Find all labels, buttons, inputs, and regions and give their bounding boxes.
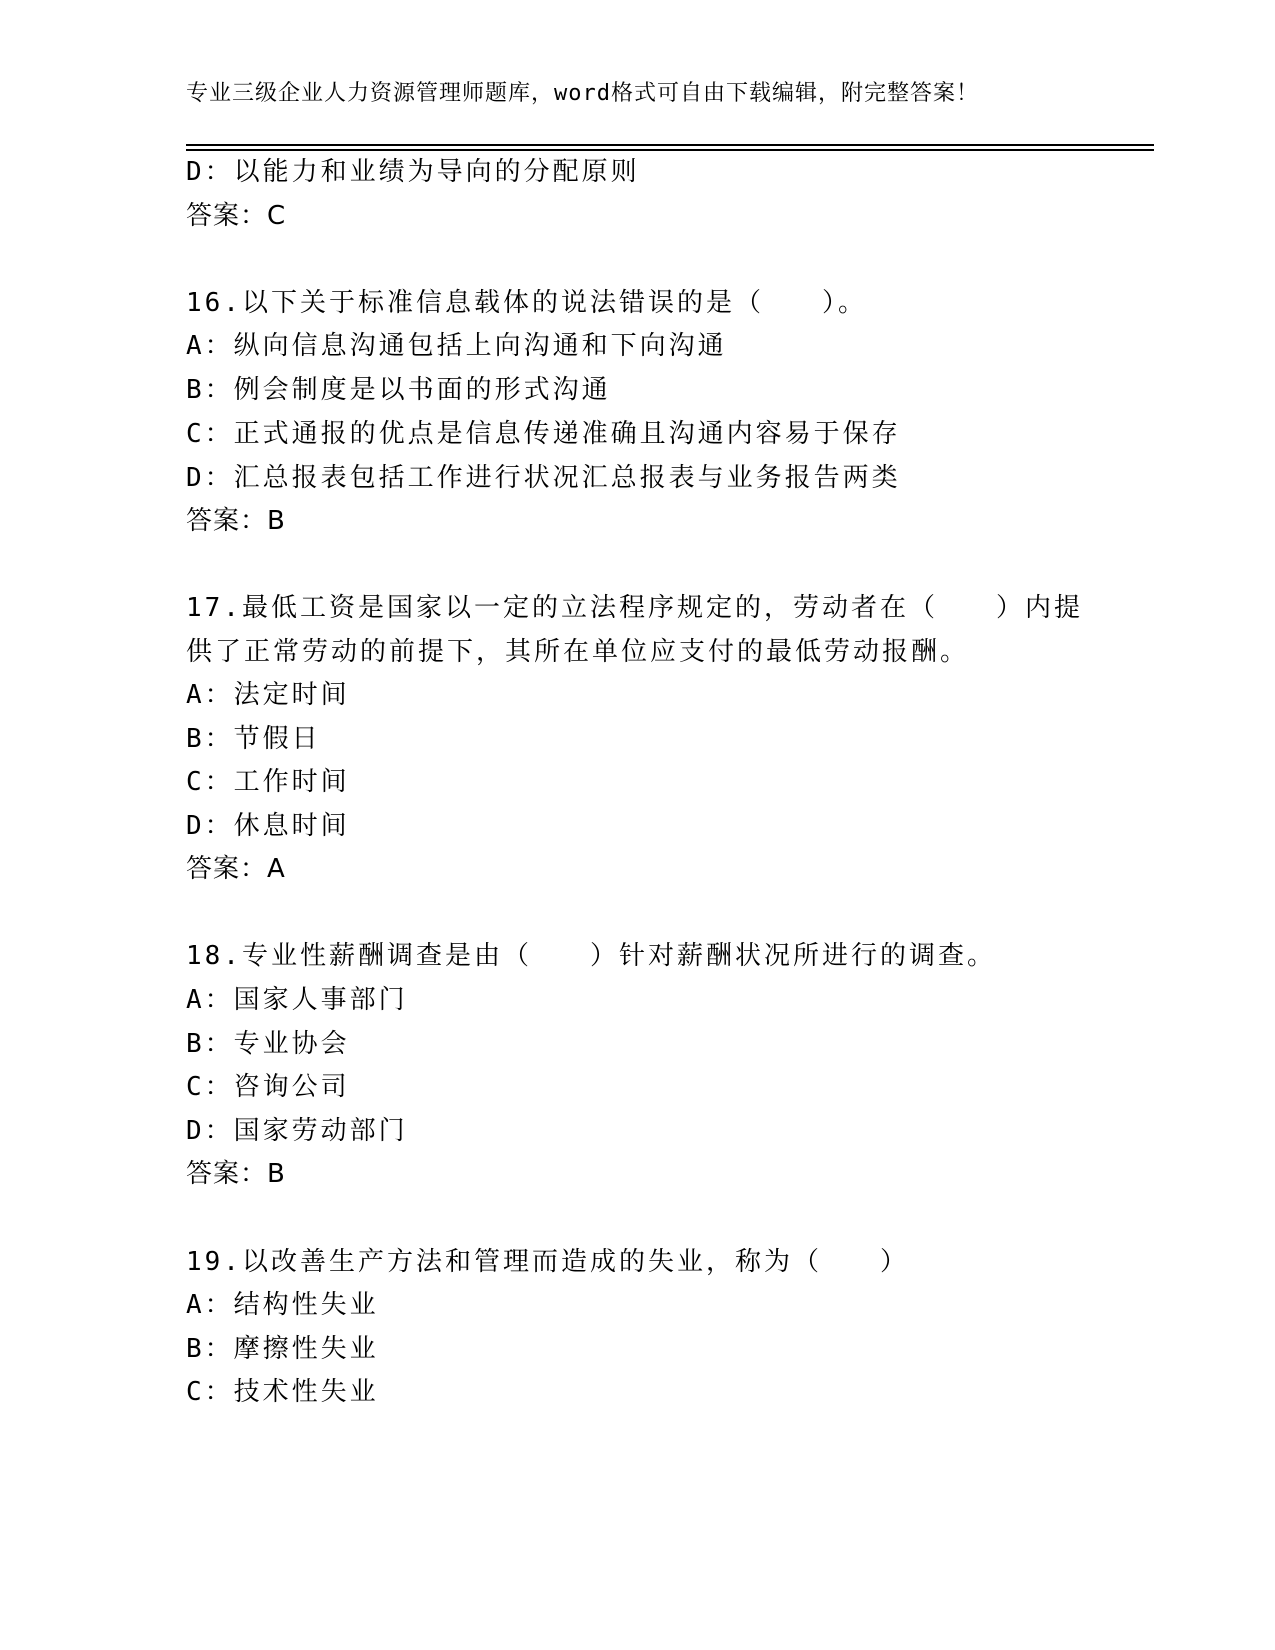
q16-stem: 16.以下关于标准信息载体的说法错误的是（ ）。: [186, 288, 867, 318]
q16-option-c: C：正式通报的优点是信息传递准确且沟通内容易于保存: [186, 419, 901, 449]
q16-answer: 答案：B: [186, 506, 286, 536]
prev-answer: 答案：C: [186, 201, 287, 231]
q19-option-c: C：技术性失业: [186, 1377, 379, 1407]
q17-option-a: A：法定时间: [186, 680, 350, 710]
header-rule-top: [186, 144, 1154, 146]
q18-stem: 18.专业性薪酬调查是由（ ）针对薪酬状况所进行的调查。: [186, 941, 996, 971]
q18-answer: 答案：B: [186, 1159, 286, 1189]
page-header: 专业三级企业人力资源管理师题库，word格式可自由下载编辑，附完整答案！: [186, 81, 979, 106]
q17-option-c: C：工作时间: [186, 767, 350, 797]
q17-answer: 答案：A: [186, 854, 286, 884]
q18-option-a: A：国家人事部门: [186, 985, 408, 1015]
q18-option-d: D：国家劳动部门: [186, 1116, 408, 1146]
q19-option-a: A：结构性失业: [186, 1290, 379, 1320]
q16-option-b: B：例会制度是以书面的形式沟通: [186, 375, 611, 405]
q17-option-b: B：节假日: [186, 724, 321, 754]
prev-option-d: D：以能力和业绩为导向的分配原则: [186, 157, 640, 187]
q16-option-d: D：汇总报表包括工作进行状况汇总报表与业务报告两类: [186, 463, 901, 493]
q18-option-c: C：咨询公司: [186, 1072, 350, 1102]
q19-stem: 19.以改善生产方法和管理而造成的失业，称为（ ）: [186, 1247, 909, 1277]
q17-stem-line2: 供了正常劳动的前提下，其所在单位应支付的最低劳动报酬。: [186, 637, 970, 667]
q16-option-a: A：纵向信息沟通包括上向沟通和下向沟通: [186, 331, 727, 361]
q18-option-b: B：专业协会: [186, 1029, 350, 1059]
header-rule-bottom: [186, 149, 1154, 151]
q19-option-b: B：摩擦性失业: [186, 1334, 379, 1364]
q17-option-d: D：休息时间: [186, 811, 350, 841]
q17-stem-line1: 17.最低工资是国家以一定的立法程序规定的，劳动者在（ ）内提: [186, 593, 1083, 623]
